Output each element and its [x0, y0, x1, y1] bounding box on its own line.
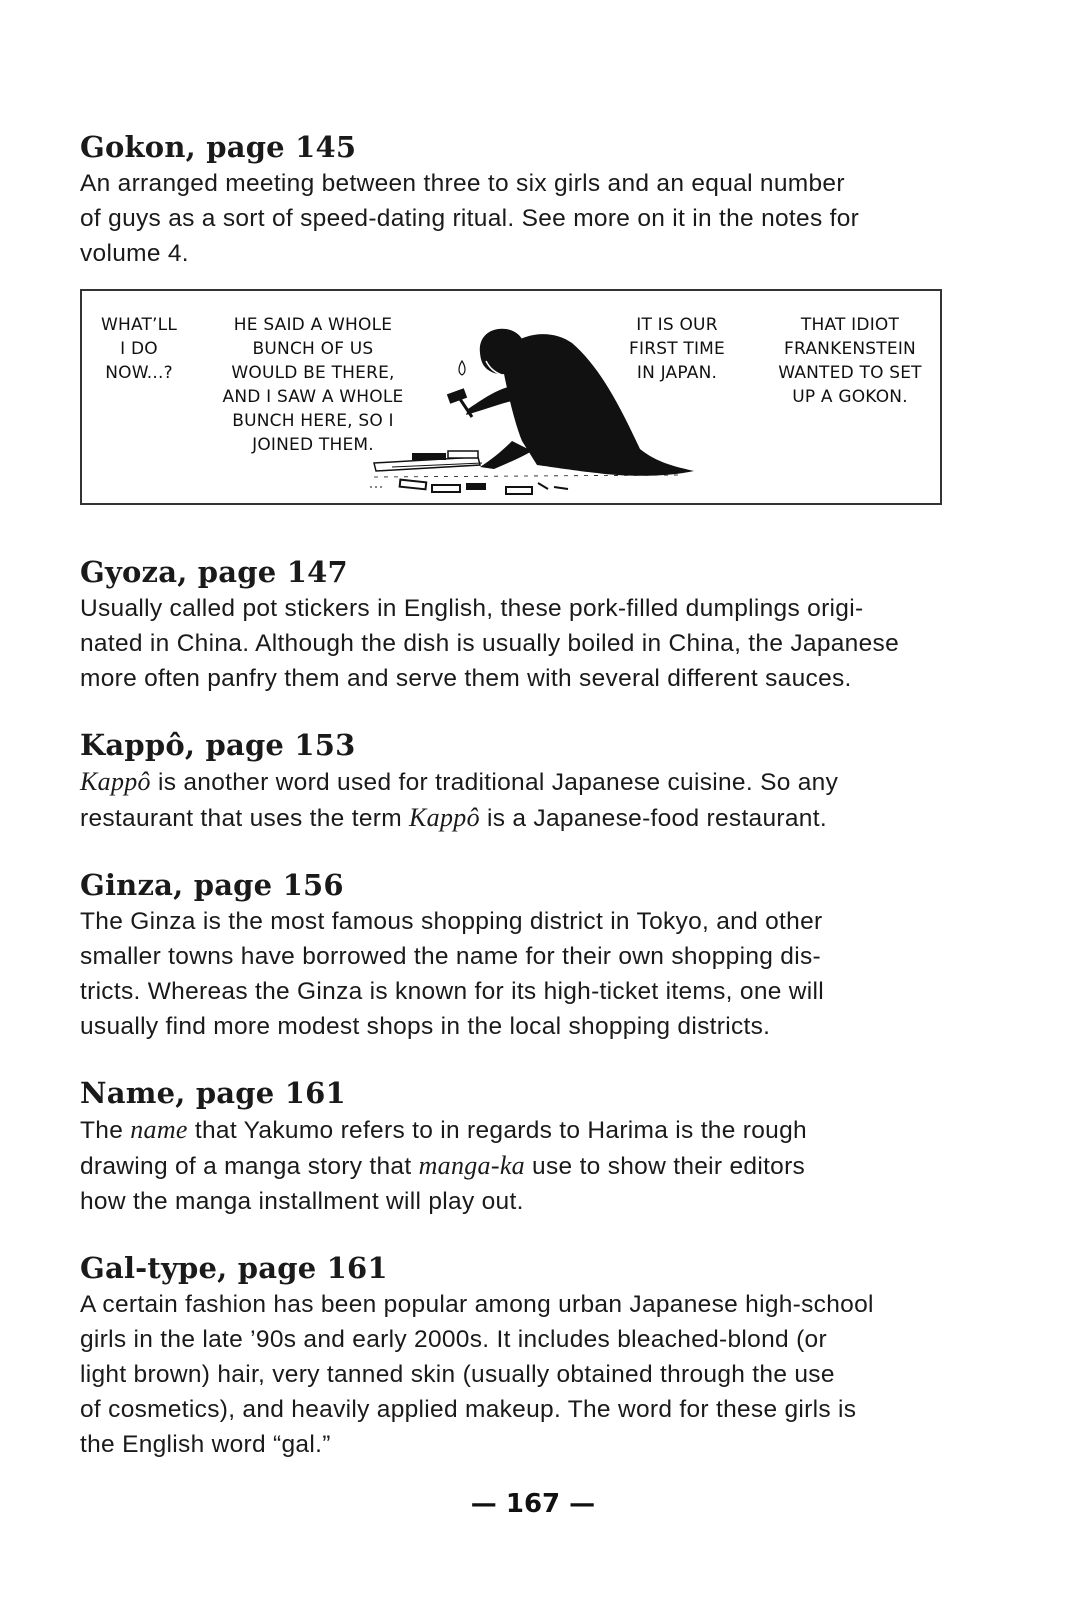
entry-gyoza: [80, 553, 950, 696]
italic-term: manga-ka: [418, 1151, 525, 1180]
italic-term: Kappô: [80, 767, 151, 796]
body-line: of guys as a sort of speed-dating ritual. See more on it in the notes for: [80, 205, 860, 232]
body-line: tricts. Whereas the Ginza is known for its high-ticket items, one will: [80, 978, 825, 1005]
italic-term: Kappô: [409, 803, 480, 832]
body-line: how the manga installment will play out.: [80, 1188, 524, 1215]
manga-panel-illustration: [80, 289, 942, 505]
entry-body: [80, 166, 950, 271]
balloon-line: WOULD BE THERE,: [231, 363, 395, 383]
balloon-line: I DO: [120, 339, 158, 359]
entry-body: [80, 1112, 950, 1219]
balloon-line: BUNCH HERE, SO I: [232, 411, 394, 431]
body-line: the English word “gal.”: [80, 1431, 331, 1458]
spacer: [80, 836, 950, 866]
italic-term: name: [130, 1115, 188, 1144]
body-line: more often panfry them and serve them with several different sauces.: [80, 665, 852, 692]
entry-body: [80, 904, 950, 1044]
balloon-line: AND I SAW A WHOLE: [222, 387, 404, 407]
entry-gal-type: [80, 1249, 950, 1462]
entry-body: [80, 764, 950, 836]
balloon-line: HE SAID A WHOLE: [233, 315, 393, 335]
body-text: use to show their editors: [524, 1153, 806, 1180]
body-text: The: [80, 1117, 131, 1144]
balloon-line: NOW...?: [105, 363, 173, 383]
body-line: [80, 1112, 950, 1148]
balloon-line: JOINED THEM.: [252, 435, 374, 455]
entry-name: [80, 1074, 950, 1219]
entry-ginza: [80, 866, 950, 1044]
body-text: drawing of a manga story that: [80, 1153, 419, 1180]
body-line: An arranged meeting between three to six girls and an equal number: [80, 170, 845, 197]
entry-title: Kappô, page 153: [80, 728, 356, 762]
body-line: smaller towns have borrowed the name for their own shopping dis-: [80, 943, 821, 970]
body-text: is a Japanese-food restaurant.: [479, 805, 827, 832]
balloon-line: WHAT’LL: [100, 315, 178, 335]
entry-title: Gal-type, page 161: [80, 1251, 388, 1285]
body-text: restaurant that uses the term: [80, 805, 410, 832]
balloon-line: WANTED TO SET: [778, 363, 922, 383]
entry-title: Gyoza, page 147: [80, 555, 348, 589]
balloon-line: FRANKENSTEIN: [784, 339, 916, 359]
balloon-line: THAT IDIOT: [800, 315, 900, 335]
glossary-page: [80, 128, 950, 1462]
body-line: usually find more modest shops in the local shopping districts.: [80, 1013, 771, 1040]
entry-kappo: [80, 726, 950, 836]
body-line: The Ginza is the most famous shopping district in Tokyo, and other: [80, 908, 823, 935]
spacer: [80, 1044, 950, 1074]
body-text: is another word used for traditional Japanese cuisine. So any: [150, 769, 839, 796]
balloon-line: IT IS OUR: [636, 315, 718, 335]
body-line: A certain fashion has been popular among urban Japanese high-school: [80, 1291, 874, 1318]
balloon-line: IN JAPAN.: [636, 363, 718, 383]
entry-title: Ginza, page 156: [80, 868, 344, 902]
balloon-line: UP A GOKON.: [792, 387, 908, 407]
body-line: of cosmetics), and heavily applied makeup. The word for these girls is: [80, 1396, 857, 1423]
entry-body: [80, 591, 950, 696]
body-line: [80, 1148, 950, 1184]
balloon-line: BUNCH OF US: [252, 339, 374, 359]
entry-gokon: [80, 128, 950, 271]
body-text: that Yakumo refers to in regards to Harima is the rough: [187, 1117, 807, 1144]
body-line: volume 4.: [80, 240, 189, 267]
spacer: [80, 696, 950, 726]
page-number: — 167 —: [470, 1489, 596, 1519]
entry-title: Name, page 161: [80, 1076, 346, 1110]
body-line: Usually called pot stickers in English, these pork-filled dumplings origi-: [80, 595, 864, 622]
body-line: girls in the late ’90s and early 2000s. It includes bleached-blond (or: [80, 1326, 827, 1353]
cloaked-figure-hammering-drawing: [82, 291, 940, 503]
spacer: [80, 1219, 950, 1249]
balloon-line: FIRST TIME: [629, 339, 725, 359]
body-line: [80, 764, 950, 800]
body-line: light brown) hair, very tanned skin (usually obtained through the use: [80, 1361, 835, 1388]
body-line: nated in China. Although the dish is usually boiled in China, the Japanese: [80, 630, 899, 657]
entry-title: Gokon, page 145: [80, 130, 357, 164]
entry-body: [80, 1287, 950, 1462]
body-line: [80, 800, 950, 836]
